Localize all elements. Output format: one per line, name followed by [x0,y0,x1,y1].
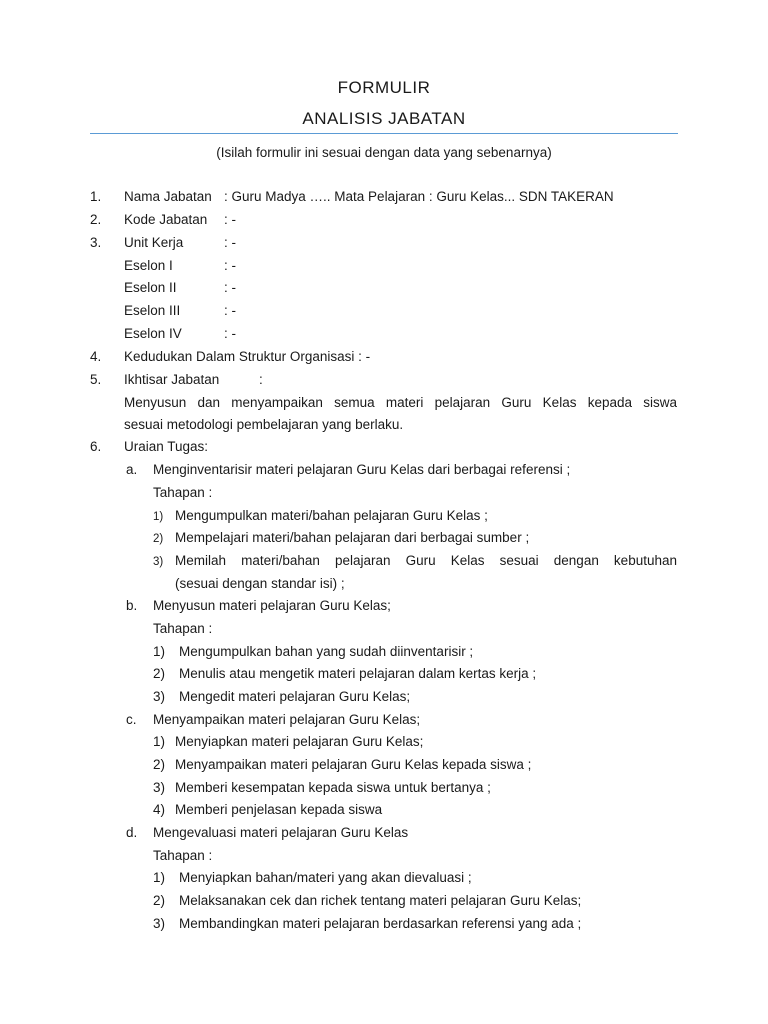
step-number: 2) [153,893,166,908]
step-text: (sesuai dengan standar isi) ; [175,576,345,591]
item-label: Ikhtisar Jabatan [124,372,220,387]
task-text: Menginventarisir materi pelajaran Guru Kelas dari berbagai referensi ; [153,462,571,477]
item-number: 5. [90,372,102,387]
step-number: 1) [153,870,166,885]
step-text: Mengumpulkan materi/bahan pelajaran Guru Kelas ; [175,508,488,523]
item-label: Nama Jabatan [124,189,212,204]
item-label: Eselon II [124,280,177,295]
step-text: Memilah materi/bahan pelajaran Guru Kelas sesuai dengan kebutuhan [175,553,677,568]
step-text: Mempelajari materi/bahan pelajaran dari berbagai sumber ; [175,530,530,545]
step-number: 2) [153,533,164,545]
paragraph-line: sesuai metodologi pembelajaran yang berlaku. [124,417,404,432]
step-text: Mengedit materi pelajaran Guru Kelas; [179,689,411,704]
item-value: : - [224,212,236,227]
item-label: Eselon I [124,258,173,273]
task-letter: b. [126,598,138,613]
item-number: 6. [90,439,102,454]
step-text: Menulis atau mengetik materi pelajaran dalam kertas kerja ; [179,666,537,681]
tahapan-label: Tahapan : [153,848,213,863]
task-letter: a. [126,462,138,477]
item-label: Eselon IV [124,326,182,341]
item-value: : Guru Madya ….. Mata Pelajaran : Guru Kelas... SDN TAKERAN [224,189,614,204]
step-text: Melaksanakan cek dan richek tentang materi pelajaran Guru Kelas; [179,893,582,908]
item-label: Unit Kerja [124,235,184,250]
item-number: 1. [90,189,102,204]
step-text: Memberi kesempatan kepada siswa untuk bertanya ; [175,780,491,795]
step-number: 1) [153,644,166,659]
item-value: : - [224,326,236,341]
tahapan-label: Tahapan : [153,485,213,500]
step-number: 2) [153,666,166,681]
item-label: Eselon III [124,303,181,318]
item-value: : - [224,303,236,318]
item-value: : - [224,258,236,273]
form-subtitle: ANALISIS JABATAN [302,109,466,128]
item-number: 2. [90,212,102,227]
item-value: : [259,372,263,387]
instruction-text: (Isilah formulir ini sesuai dengan data yang sebenarnya) [216,145,552,160]
step-text: Mengumpulkan bahan yang sudah diinventarisir ; [179,644,474,659]
title-divider [90,133,678,134]
step-number: 2) [153,757,166,772]
step-text: Menyiapkan materi pelajaran Guru Kelas; [175,734,424,749]
item-label: Kode Jabatan [124,212,208,227]
task-letter: c. [126,712,137,727]
step-number: 1) [153,511,164,523]
step-number: 3) [153,689,166,704]
step-text: Menyiapkan bahan/materi yang akan dievaluasi ; [179,870,472,885]
item-label: Uraian Tugas: [124,439,209,454]
form-title: FORMULIR [337,78,431,97]
task-text: Menyusun materi pelajaran Guru Kelas; [153,598,391,613]
step-number: 3) [153,916,166,931]
item-number: 4. [90,349,102,364]
task-letter: d. [126,825,138,840]
item-value: : - [224,235,236,250]
step-text: Menyampaikan materi pelajaran Guru Kelas kepada siswa ; [175,757,532,772]
item-value: : - [224,280,236,295]
step-number: 1) [153,734,166,749]
paragraph-line: Menyusun dan menyampaikan semua materi pelajaran Guru Kelas kepada siswa [124,395,677,410]
step-number: 4) [153,802,166,817]
tahapan-label: Tahapan : [153,621,213,636]
step-text: Membandingkan materi pelajaran berdasarkan referensi yang ada ; [179,916,582,931]
step-number: 3) [153,556,164,568]
item-number: 3. [90,235,102,250]
item-label: Kedudukan Dalam Struktur Organisasi : - [124,349,371,364]
task-text: Menyampaikan materi pelajaran Guru Kelas; [153,712,421,727]
task-text: Mengevaluasi materi pelajaran Guru Kelas [153,825,409,840]
step-number: 3) [153,780,166,795]
step-text: Memberi penjelasan kepada siswa [175,802,383,817]
